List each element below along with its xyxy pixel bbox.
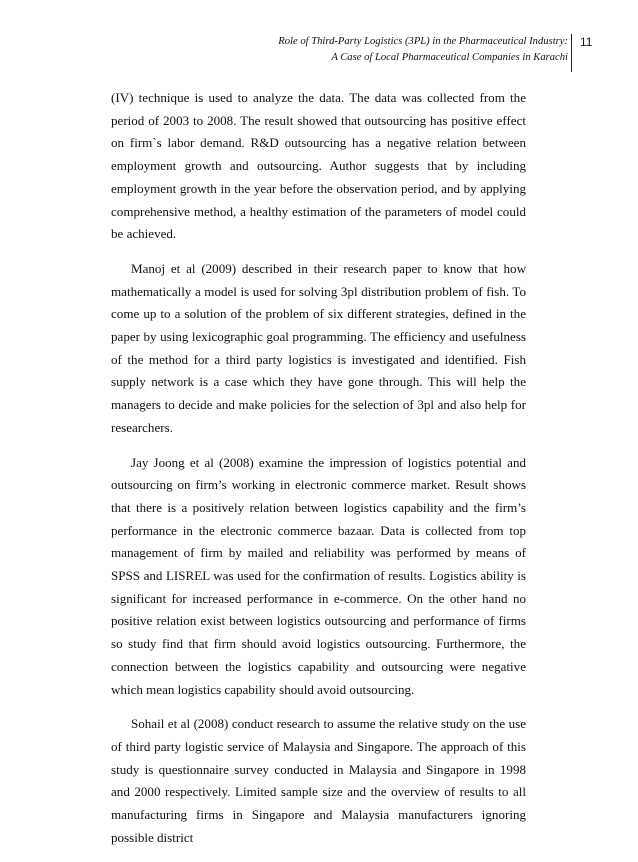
paragraph-iv-technique: (IV) technique is used to analyze the data. The data was collected from the period of 2003 to 2008. The result showed that outsourcing has positive effect on firm`s labor demand. R&D outsourcing has a negative relation between employment growth and outsourcing. Author suggests that by including employment growth in the year before the observation period, and by applying comprehensive method, a healthy estimation of the parameters of model could be achieved. bbox=[111, 90, 526, 242]
paragraph-manoj: Manoj et al (2009) described in their research paper to know that how mathematically a model is used for solving 3pl distribution problem of fish. To come up to a solution of the problem of six different strategies, defined in the paper by using lexicographic goal programming. The efficiency and usefulness of the method for a third party logistics is investigated and identified. Fish supply network is a case which they have gone through. This will help the managers to decide and make policies for the selection of 3pl and also help for researchers. bbox=[111, 260, 526, 435]
paragraph-jay-joong: Jay Joong et al (2008) examine the impression of logistics potential and outsourcing on firm’s working in electronic commerce market. Result shows that there is a positively relation between logistics capability and the firm’s performance in the electronic commerce bazaar. Data is collected from top management of firm by mailed and reliability was performed by means of SPSS and LISREL was used for the confirmation of results. Logistics ability is significant for increased performance in e-commerce. On the other hand no positive relation exist between logistics outsourcing and performance of firms so study find that firm should avoid logistics outsourcing. Furthermore, the connection between the logistics capability and outsourcing were negative which mean logistics capability should avoid outsourcing. bbox=[111, 454, 526, 697]
page-number: 11 bbox=[571, 34, 592, 72]
body-text bbox=[111, 87, 526, 862]
paragraph-sohail: Sohail et al (2008) conduct research to assume the relative study on the use of third party logistic service of Malaysia and Singapore. The approach of this study is questionnaire survey conducted in Malaysia and Singapore in 1998 and 2000 respectively. Limited sample size and the overview of results to all manufacturing firms in Singapore and Malaysia manufacturers ignoring possible district bbox=[111, 716, 526, 845]
header-title-line-1: Role of Third-Party Logistics (3PL) in the Pharmaceutical Industry: bbox=[278, 36, 568, 47]
running-header bbox=[148, 34, 568, 66]
header-title-line-2: A Case of Local Pharmaceutical Companies in Karachi bbox=[331, 52, 568, 63]
